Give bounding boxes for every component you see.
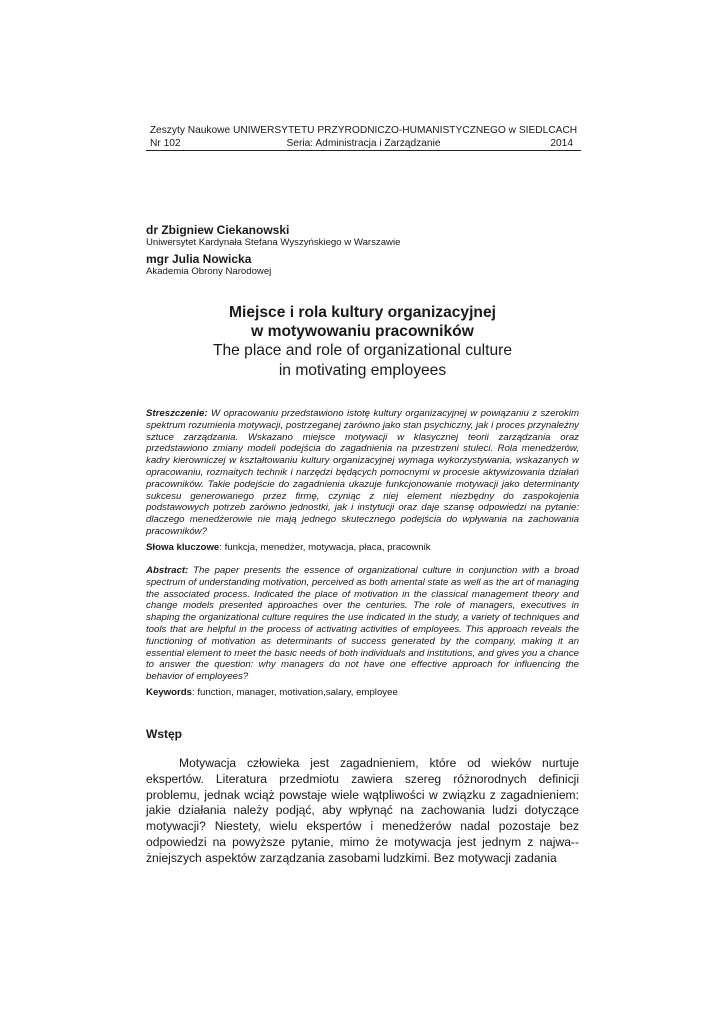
author-affiliation: Uniwersytet Kardynała Stefana Wyszyńskiego w Warszawie — [146, 237, 401, 248]
abstract-text: W opracowaniu przedstawiono istotę kultury organizacyjnej w powiązaniu z szerokim spektrum rozumienia motywacji, postrzeganej zarówno jako stan psychiczny, jak i proces przynależny sztuce zarządzania. Wskazano miejsce motywacji w klasycznej teorii zarządzania oraz przedstawiono zmiany modeli podejścia do zagadnienia na przestrzeni stuleci. Rola menedżerów, kadry kierowniczej w kształtowaniu kultury organizacyjnej wymaga wykorzystywania, wskazanych w opracowaniu, rozmaitych technik i narzędzi będących pomocnymi w procesie aktywizowania działań pracowników. Takie podejście do zagadnienia ukazuje funkcjonowanie motywacji jako determinanty sukcesu generowanego przez firmę, czyniąc z niej element niezbędny do zaspokojenia podstawowych potrzeb zarówno jednostki, jak i instytucji oraz daje szansę odpowiedzi na pytanie: dlaczego menedżerowie nie mają jednego skutecznego podejścia do wpływania na zachowania pracowników? — [146, 408, 579, 537]
title-polish-line: w motywowaniu pracowników — [251, 323, 474, 340]
header-meta-line — [146, 137, 581, 151]
author-name: dr Zbigniew Ciekanowski — [146, 223, 290, 237]
author-name: mgr Julia Nowicka — [146, 252, 252, 266]
keywords-text: : funkcja, menedżer, motywacja, płaca, pracownik — [219, 542, 431, 553]
title-english-line: in motivating employees — [278, 361, 447, 379]
header-divider — [146, 150, 581, 151]
series-name: Seria: Administracja i Zarządzanie — [286, 138, 441, 149]
issue-number: Nr 102 — [150, 138, 181, 149]
abstract-english — [146, 565, 579, 683]
abstract-label: Abstract: — [146, 565, 189, 576]
author-affiliation: Akademia Obrony Narodowej — [146, 266, 272, 277]
article-title — [146, 303, 579, 380]
running-header — [146, 124, 581, 151]
publication-year: 2014 — [550, 138, 573, 149]
author-block — [146, 223, 586, 281]
keywords-label: Słowa kluczowe — [146, 542, 220, 553]
abstract-polish — [146, 408, 579, 538]
title-english-line: The place and role of organizational culture — [212, 342, 513, 359]
keywords-text: : function, manager, motivation,salary, employee — [192, 687, 398, 698]
keywords-polish — [146, 542, 586, 554]
journal-name: Zeszyty Naukowe UNIWERSYTETU PRZYRODNICZO-HUMANISTYCZNEGO w SIEDLCACH — [149, 125, 578, 136]
section-heading: Wstęp — [146, 727, 182, 741]
body-paragraph: Motywacja człowieka jest zagadnieniem, które od wieków nurtuje ekspertów. Literatura przedmiotu zawiera szereg różnorodnych definicji problemu, jednak wciąż powstaje wiele wątpliwości w związku z zagadnieniem: jakie działania należy podjąć, aby wpłynąć na zachowania ludzi dotyczące motywacji? Niestety, wielu ekspertów i menedżerów nadal pozostaje bez odpowiedzi na powyższe pytanie, mimo że motywacja jest jednym z najwa-żniejszych aspektów zarządzania zasobami ludzkimi. Bez motywacji zadania — [146, 756, 579, 865]
title-polish-line: Miejsce i rola kultury organizacyjnej — [229, 304, 496, 321]
keywords-label: Keywords — [146, 687, 193, 698]
abstract-label: Streszczenie: — [146, 408, 208, 419]
abstract-text: The paper presents the essence of organizational culture in conjunction with a broad spectrum of understanding motivation, perceived as both amental state as well as the art of managing the associated process. Indicated the place of motivation in the classical management theory and change models presented approaches over the centuries. The role of managers, executives in shaping the organizational culture requires the use indicated in the study, a variety of techniques and tools that are helpful in the process of activating activities of employees. This approach reveals the functioning of motivation as determinants of success generated by the company, making it an essential element to meet the basic needs of both individuals and institutions, and gives you a chance to answer the question: why managers do not have one effective approach for influencing the behavior of employees? — [146, 565, 579, 683]
keywords-english — [146, 687, 586, 699]
